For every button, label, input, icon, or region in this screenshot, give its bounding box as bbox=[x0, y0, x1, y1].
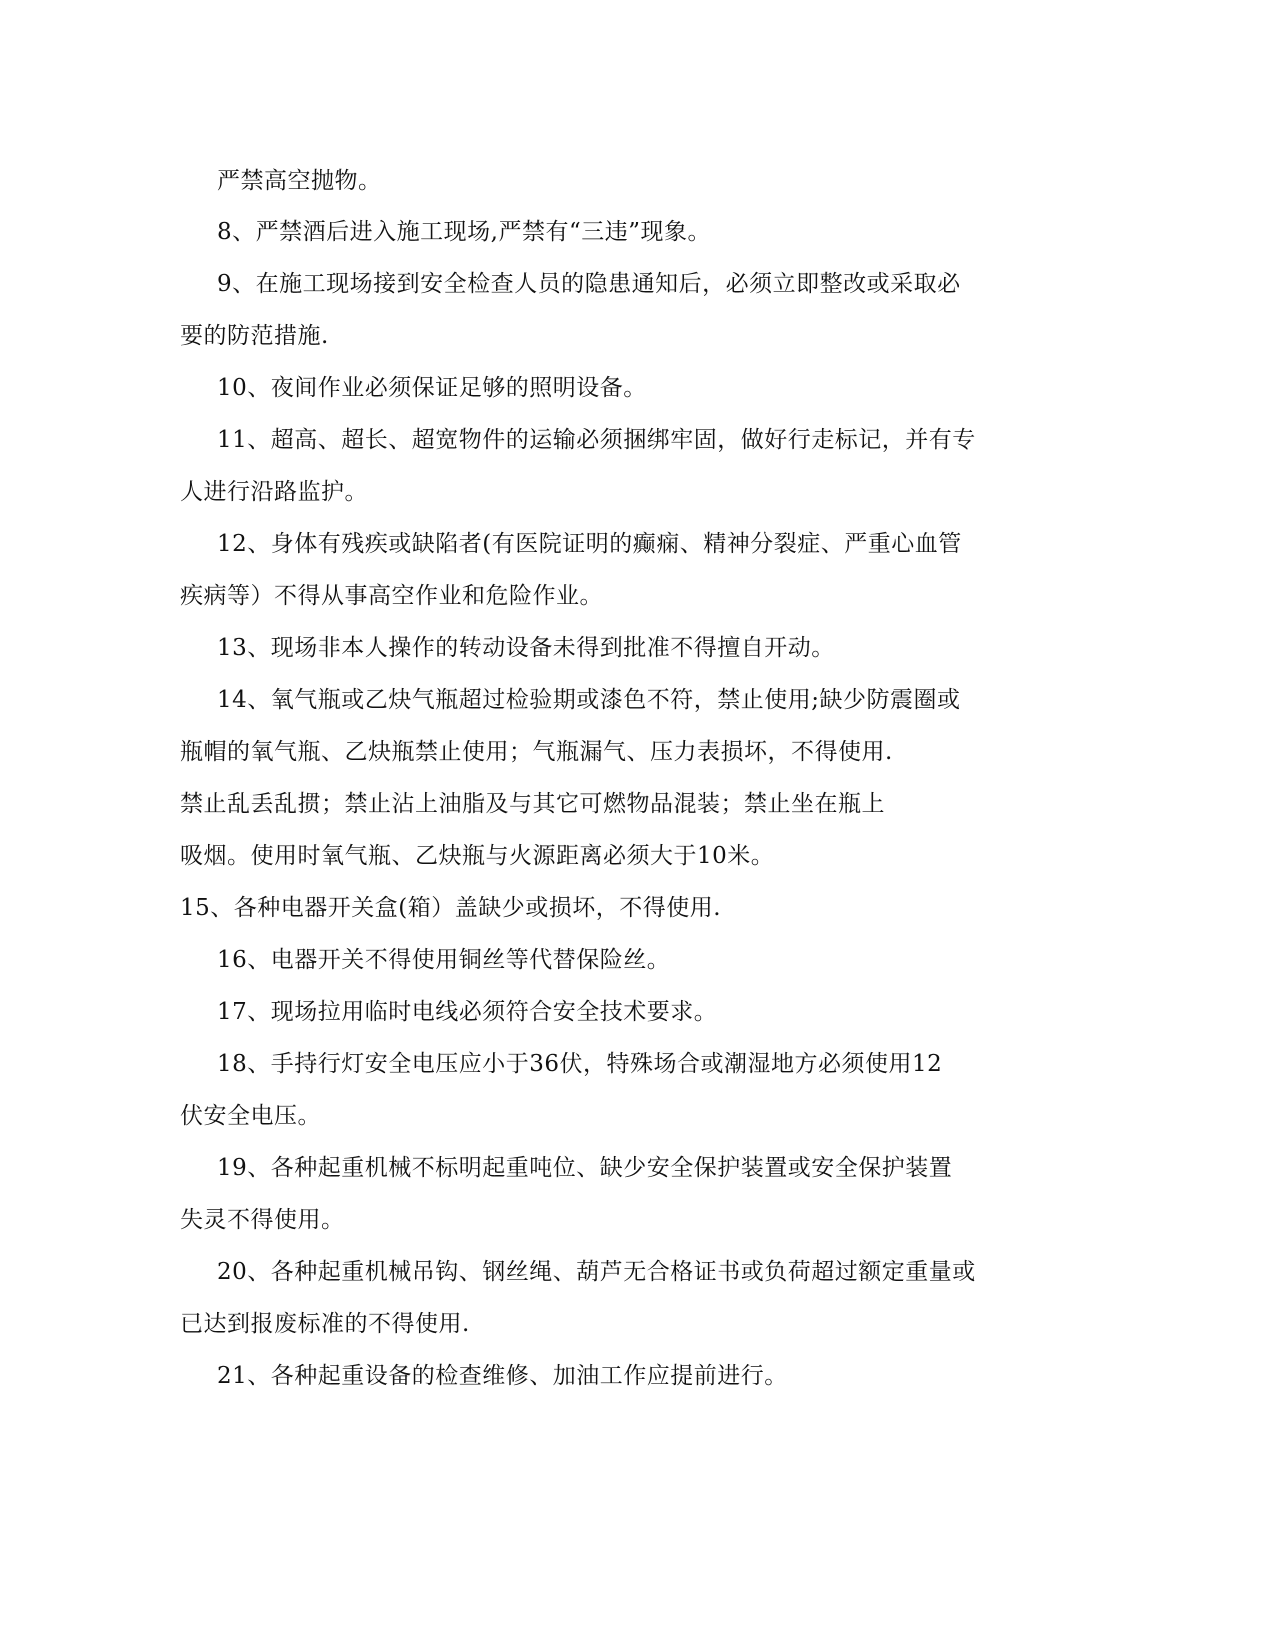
text-line: 要的防范措施. bbox=[180, 323, 329, 349]
text-line: 失灵不得使用。 bbox=[180, 1207, 345, 1233]
text-line: 12、身体有残疾或缺陷者(有医院证明的癫痫、精神分裂症、严重心血管 bbox=[217, 531, 962, 557]
text-line: 伏安全电压。 bbox=[180, 1103, 321, 1129]
text-line: 禁止乱丢乱掼；禁止沾上油脂及与其它可燃物品混装；禁止坐在瓶上 bbox=[180, 791, 885, 817]
text-line: 14、氧气瓶或乙炔气瓶超过检验期或漆色不符，禁止使用;缺少防震圈或 bbox=[217, 687, 961, 713]
text-line: 15、各种电器开关盒(箱）盖缺少或损坏，不得使用. bbox=[180, 895, 722, 921]
text-line: 吸烟。使用时氧气瓶、乙炔瓶与火源距离必须大于10米。 bbox=[180, 843, 775, 869]
text-line: 9、在施工现场接到安全检查人员的隐患通知后，必须立即整改或采取必 bbox=[217, 271, 961, 297]
text-line: 已达到报废标准的不得使用. bbox=[180, 1311, 470, 1337]
text-line: 10、夜间作业必须保证足够的照明设备。 bbox=[217, 375, 647, 401]
text-line: 13、现场非本人操作的转动设备未得到批准不得擅自开动。 bbox=[217, 635, 835, 661]
text-line: 17、现场拉用临时电线必须符合安全技术要求。 bbox=[217, 999, 718, 1025]
text-line: 18、手持行灯安全电压应小于36伏，特殊场合或潮湿地方必须使用12 bbox=[217, 1051, 943, 1077]
text-line: 20、各种起重机械吊钩、钢丝绳、葫芦无合格证书或负荷超过额定重量或 bbox=[217, 1259, 976, 1285]
text-line: 人进行沿路监护。 bbox=[180, 479, 368, 505]
text-line: 瓶帽的氧气瓶、乙炔瓶禁止使用；气瓶漏气、压力表损坏，不得使用. bbox=[180, 739, 893, 765]
text-line: 19、各种起重机械不标明起重吨位、缺少安全保护装置或安全保护装置 bbox=[217, 1155, 953, 1181]
text-line: 11、超高、超长、超宽物件的运输必须捆绑牢固，做好行走标记，并有专 bbox=[217, 427, 976, 453]
text-line: 21、各种起重设备的检查维修、加油工作应提前进行。 bbox=[217, 1363, 788, 1389]
text-line: 疾病等）不得从事高空作业和危险作业。 bbox=[180, 583, 603, 609]
text-line: 16、电器开关不得使用铜丝等代替保险丝。 bbox=[217, 947, 671, 973]
text-line: 严禁高空抛物。 bbox=[217, 168, 382, 194]
text-line: 8、严禁酒后进入施工现场,严禁有“三违”现象。 bbox=[217, 219, 711, 245]
